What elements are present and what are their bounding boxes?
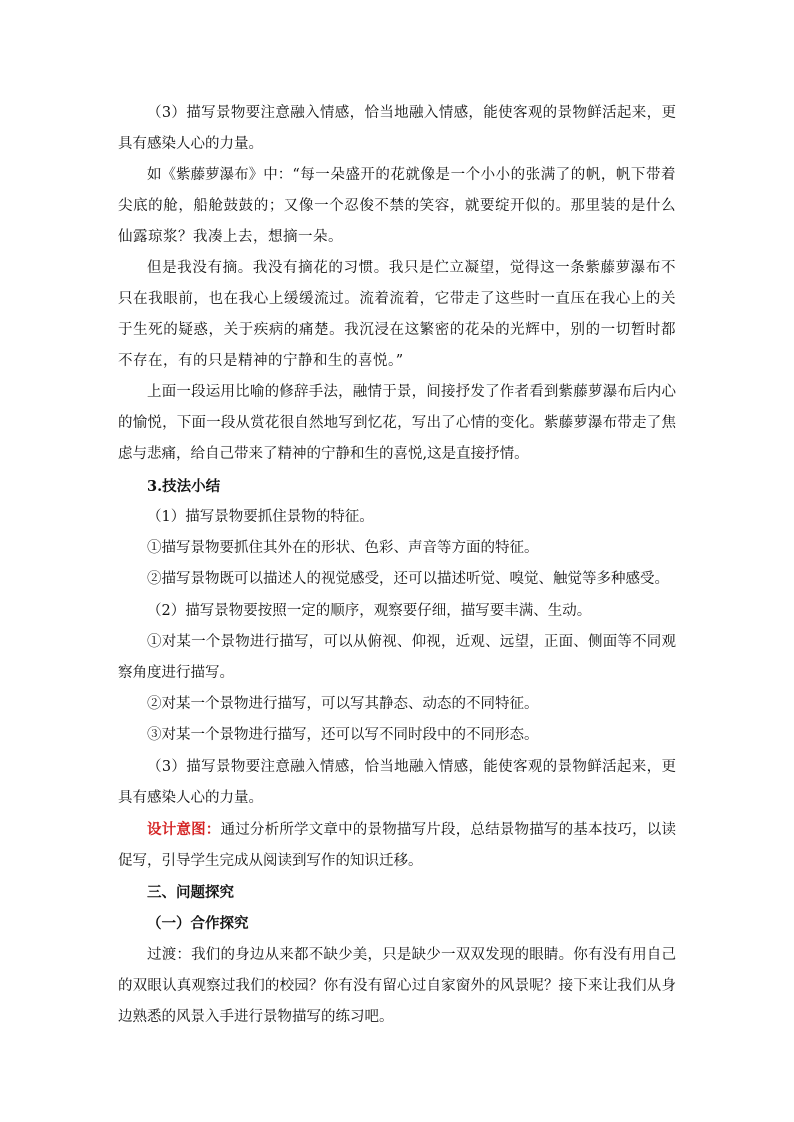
paragraph-analysis: 上面一段运用比喻的修辞手法，融情于景，间接抒发了作者看到紫藤萝瀑布后内心的愉悦，下面一段从赏花很自然地写到忆花，写出了心情的变化。紫藤萝瀑布带走了焦虑与悲痛，给自己带来了精神的宁静和生的喜悦,这是直接抒情。: [118, 384, 676, 462]
summary-point-1a: ①描写景物要抓住其外在的形状、色彩、声音等方面的特征。: [147, 540, 539, 556]
section-heading-inquiry: 三、问题探究: [147, 884, 234, 901]
summary-point-3: （3）描写景物要注意融入情感，恰当地融入情感，能使客观的景物鲜活起来，更具有感染人心的力量。: [118, 759, 676, 806]
summary-point-1b: ②描写景物既可以描述人的视觉感受，还可以描述听觉、嗅觉、触觉等多种感受。: [147, 571, 669, 587]
summary-point-2: （2）描写景物要按照一定的顺序，观察要仔细，描写要丰满、生动。: [147, 603, 592, 619]
summary-point-1: （1）描写景物要抓住景物的特征。: [147, 509, 374, 525]
paragraph-quote-continued: 但是我没有摘。我没有摘花的习惯。我只是伫立凝望，觉得这一条紫藤萝瀑布不只在我眼前，也在我心上缓缓流过。流着流着，它带走了这些时一直压在我心上的关于生死的疑惑，关于疾病的痛楚。我沉浸在这繁密的花朵的光辉中，别的一切暂时都不存在，有的只是精神的宁静和生的喜悦。”: [118, 260, 676, 369]
subsection-heading-cooperation: （一）合作探究: [147, 915, 249, 932]
paragraph-emotion-tip: （3）描写景物要注意融入情感，恰当地融入情感，能使客观的景物鲜活起来，更具有感染人心的力量。: [118, 105, 676, 152]
summary-point-2a: ①对某一个景物进行描写，可以从俯视、仰视，近观、远望，正面、侧面等不同观察角度进行描写。: [118, 634, 676, 681]
summary-point-2c: ③对某一个景物进行描写，还可以写不同时段中的不同形态。: [147, 727, 539, 743]
example-intro: 如《紫藤萝瀑布》中：: [147, 167, 293, 183]
design-intent-text: 通过分析所学文章中的景物描写片段，总结景物描写的基本技巧，以读促写，引导学生完成从阅读到写作的知识迁移。: [118, 822, 676, 869]
summary-point-2b: ②对某一个景物进行描写，可以写其静态、动态的不同特征。: [147, 696, 539, 712]
design-intent-paragraph: [118, 814, 676, 877]
heading-technique-summary: 3.技法小结: [147, 478, 221, 495]
design-intent-label: 设计意图：: [147, 821, 221, 838]
paragraph-example-quote: [118, 160, 676, 253]
example-quote-text: “每一朵盛开的花就像是一个小小的张满了的帆，帆下带着尖底的舱，船舱鼓鼓的；又像一个忍俊不禁的笑容，就要绽开似的。那里装的是什么仙露琼浆？我凑上去，想摘一朵。: [118, 167, 676, 245]
paragraph-transition: 过渡：我们的身边从来都不缺少美，只是缺少一双双发现的眼睛。你有没有用自己的双眼认真观察过我们的校园？你有没有留心过自家窗外的风景呢？接下来让我们从身边熟悉的风景入手进行景物描写的练习吧。: [118, 947, 676, 1025]
